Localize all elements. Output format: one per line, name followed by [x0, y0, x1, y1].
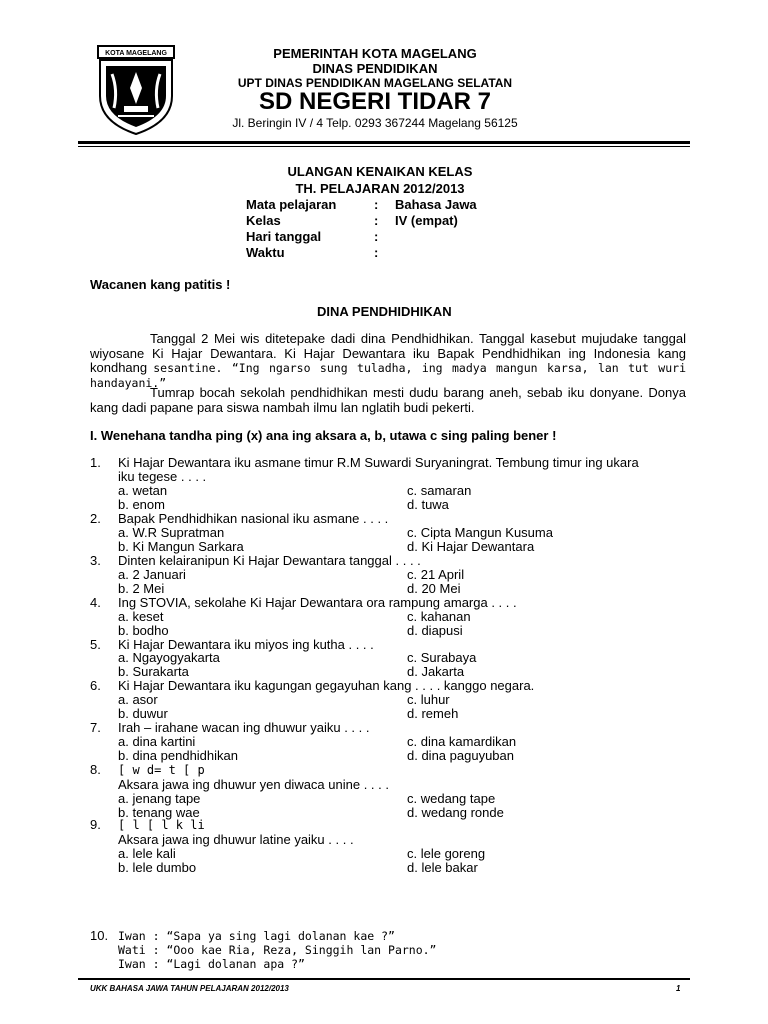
option-b[interactable]: b. lele dumbo [118, 860, 197, 875]
info-sep: : [374, 245, 379, 260]
reading-text: Tanggal 2 Mei wis ditetepake dadi dina Pendhidhikan. Tanggal kasebut mujudake tanggal wiyosane Ki Hajar Dewantara. Ki Hajar Dewantara iku Bapak Pendhidhikan ing Indonesia kang kondhang [90, 331, 686, 375]
question-text: Ki Hajar Dewantara iku kagungan gegayuhan kang . . . . kanggo negara. [118, 678, 535, 693]
reading-paragraph-2 [90, 386, 686, 415]
option-row [90, 650, 690, 665]
question-number: 7. [90, 720, 101, 735]
question-1 [90, 455, 690, 470]
option-d[interactable]: d. tuwa [407, 497, 449, 512]
option-d[interactable]: d. dina paguyuban [407, 748, 514, 763]
option-row [90, 497, 690, 512]
question-number: 6. [90, 678, 101, 693]
question-number: 5. [90, 637, 101, 652]
question-text: Irah – irahane wacan ing dhuwur yaiku . . . . [118, 720, 370, 735]
option-d[interactable]: d. Jakarta [407, 664, 465, 679]
option-c[interactable]: c. Surabaya [407, 650, 477, 665]
option-c[interactable]: c. kahanan [407, 609, 471, 624]
question-text: Ki Hajar Dewantara iku asmane timur R.M Suwardi Suryaningrat. Tembung timur ing ukara [118, 455, 639, 470]
info-value: Bahasa Jawa [395, 197, 477, 212]
option-b[interactable]: b. Surakarta [118, 664, 189, 679]
exam-title: ULANGAN KENAIKAN KELAS [287, 164, 473, 179]
reading-title: DINA PENDHIDHIKAN [317, 304, 452, 319]
dialogue-row [90, 943, 690, 958]
question-1-cont [90, 469, 690, 484]
question-text: Dinten kelairanipun Ki Hajar Dewantara tanggal . . . . [118, 553, 421, 568]
question-number: 4. [90, 595, 101, 610]
question-text: Ing STOVIA, sekolahe Ki Hajar Dewantara ora rampung amarga . . . . [118, 595, 517, 610]
option-row [90, 692, 690, 707]
question-number: 8. [90, 762, 101, 777]
question-2 [90, 511, 690, 526]
info-sep: : [374, 213, 379, 228]
reading-motto: sesantine. “Ing ngarso sung tuladha, ing madya mangun karsa, lan tut wuri handayani.” [90, 361, 686, 390]
option-c[interactable]: c. Cipta Mangun Kusuma [407, 525, 553, 540]
option-c[interactable]: c. 21 April [407, 567, 465, 582]
dialogue-row [90, 957, 690, 972]
option-a[interactable]: a. asor [118, 692, 158, 707]
option-b[interactable]: b. Ki Mangun Sarkara [118, 539, 244, 554]
javanese-script: [ l [ l k li [118, 818, 205, 832]
info-label: Hari tanggal [246, 229, 322, 244]
option-b[interactable]: b. duwur [118, 706, 168, 721]
option-b[interactable]: b. dina pendhidhikan [118, 748, 238, 763]
question-text: Ki Hajar Dewantara iku miyos ing kutha . . . . [118, 637, 374, 652]
question-9-text [90, 832, 690, 847]
reading-text: Tumrap bocah sekolah pendhidhikan mesti dudu barang aneh, sebab iku donyane. Donya kang dadi papane para siswa nambah ilmu lan nglatih budi pekerti. [90, 385, 686, 415]
option-c[interactable]: c. wedang tape [407, 791, 496, 806]
info-value: IV (empat) [395, 213, 458, 228]
footer-divider [78, 978, 690, 980]
option-b[interactable]: b. enom [118, 497, 165, 512]
option-a[interactable]: a. lele kali [118, 846, 176, 861]
option-row [90, 539, 690, 554]
dialogue-line: Iwan : “Sapa ya sing lagi dolanan kae ?” [118, 929, 395, 943]
option-row [90, 706, 690, 721]
question-text: Aksara jawa ing dhuwur latine yaiku . . . . [118, 832, 354, 847]
question-number: 2. [90, 511, 101, 526]
option-a[interactable]: a. W.R Supratman [118, 525, 225, 540]
option-row [90, 748, 690, 763]
option-row [90, 525, 690, 540]
javanese-script: [ w d= t [ p [118, 763, 205, 777]
dialogue-line: Iwan : “Lagi dolanan apa ?” [118, 957, 305, 971]
kota-magelang-logo-icon [96, 44, 176, 136]
option-b[interactable]: b. bodho [118, 623, 169, 638]
option-c[interactable]: c. luhur [407, 692, 450, 707]
header-upt: UPT DINAS PENDIDIKAN MAGELANG SELATAN [237, 76, 513, 90]
option-c[interactable]: c. lele goreng [407, 846, 486, 861]
reading-instruction: Wacanen kang patitis ! [90, 277, 231, 292]
logo-text: KOTA MAGELANG [105, 50, 167, 57]
option-row [90, 483, 690, 498]
question-10 [90, 928, 690, 943]
section-instruction: I. Wenehana tandha ping (x) ana ing aksara a, b, utawa c sing paling bener ! [90, 428, 557, 443]
info-label: Mata pelajaran [246, 197, 337, 212]
question-8-text [90, 777, 690, 792]
option-row [90, 581, 690, 596]
info-sep: : [374, 229, 379, 244]
dialogue-line: Wati : “Ooo kae Ria, Reza, Singgih lan Parno.” [118, 943, 437, 957]
question-number: 9. [90, 817, 101, 832]
option-a[interactable]: a. 2 Januari [118, 567, 186, 582]
header-divider-thick [78, 141, 690, 144]
header-government: PEMERINTAH KOTA MAGELANG [273, 46, 477, 61]
option-d[interactable]: d. wedang ronde [407, 805, 504, 820]
question-9 [90, 817, 690, 832]
question-number: 1. [90, 455, 101, 470]
option-a[interactable]: a. dina kartini [118, 734, 196, 749]
option-b[interactable]: b. 2 Mei [118, 581, 165, 596]
question-4 [90, 595, 690, 610]
option-b[interactable]: b. tenang wae [118, 805, 200, 820]
school-address: Jl. Beringin IV / 4 Telp. 0293 367244 Magelang 56125 [232, 116, 518, 130]
question-8 [90, 762, 690, 777]
header-divider-thin [78, 146, 690, 147]
option-row [90, 623, 690, 638]
option-a[interactable]: a. jenang tape [118, 791, 201, 806]
school-name: SD NEGERI TIDAR 7 [258, 88, 492, 115]
question-3 [90, 553, 690, 568]
option-a[interactable]: a. keset [118, 609, 164, 624]
header-department: DINAS PENDIDIKAN [312, 61, 438, 76]
option-d[interactable]: d. diapusi [407, 623, 463, 638]
reading-paragraph-1 [90, 332, 686, 390]
page-number: 1 [676, 984, 681, 993]
question-7 [90, 720, 690, 735]
question-number: 3. [90, 553, 101, 568]
info-label: Waktu [246, 245, 285, 260]
option-row [90, 664, 690, 679]
question-text: iku tegese . . . . [118, 469, 207, 484]
info-sep: : [374, 197, 379, 212]
option-row [90, 734, 690, 749]
option-row [90, 567, 690, 582]
option-a[interactable]: a. wetan [118, 483, 168, 498]
option-c[interactable]: c. dina kamardikan [407, 734, 517, 749]
info-label: Kelas [246, 213, 281, 228]
option-row [90, 860, 690, 875]
option-c[interactable]: c. samaran [407, 483, 472, 498]
option-row [90, 609, 690, 624]
option-row [90, 791, 690, 806]
question-text: Aksara jawa ing dhuwur yen diwaca unine . . . . [118, 777, 389, 792]
footer-title: UKK BAHASA JAWA TAHUN PELAJARAN 2012/2013 [90, 984, 289, 993]
exam-year: TH. PELAJARAN 2012/2013 [295, 181, 465, 196]
question-number: 10. [90, 928, 109, 943]
option-d[interactable]: d. lele bakar [407, 860, 478, 875]
question-text: Bapak Pendhidhikan nasional iku asmane . . . . [118, 511, 389, 526]
question-6 [90, 678, 690, 693]
option-d[interactable]: d. 20 Mei [407, 581, 461, 596]
option-d[interactable]: d. Ki Hajar Dewantara [407, 539, 535, 554]
option-row [90, 846, 690, 861]
option-d[interactable]: d. remeh [407, 706, 459, 721]
option-a[interactable]: a. Ngayogyakarta [118, 650, 220, 665]
